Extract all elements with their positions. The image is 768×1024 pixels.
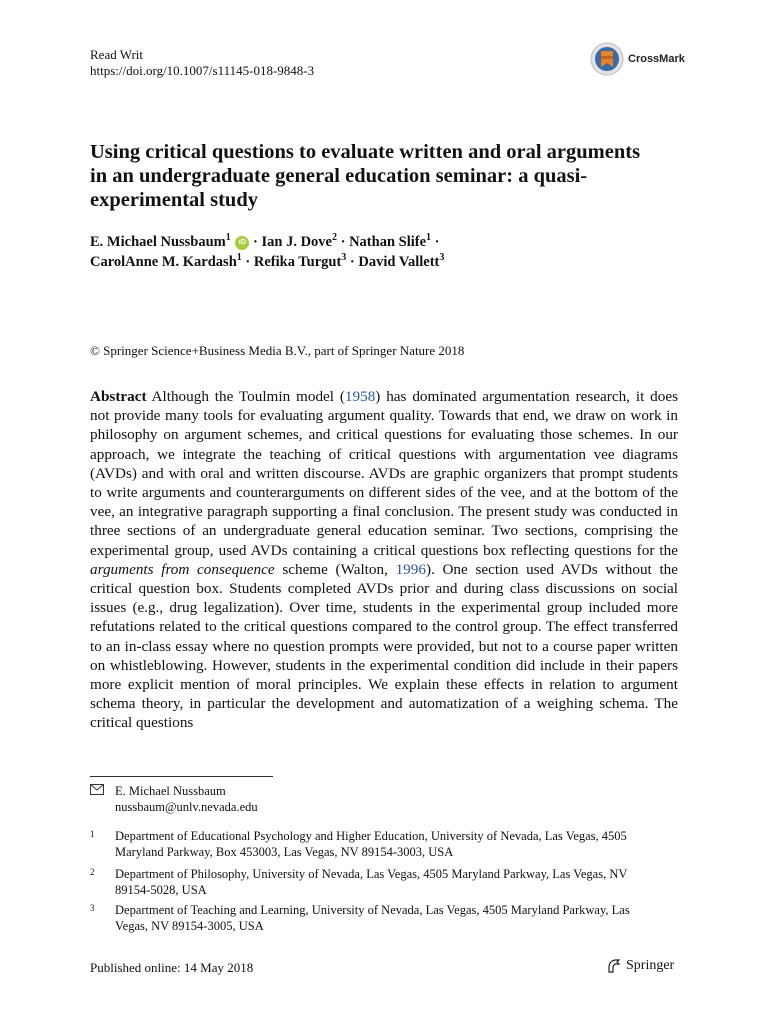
author-line-2	[90, 252, 650, 272]
author-name[interactable]: David Vallett	[358, 254, 440, 270]
affiliation-text: Department of Educational Psychology and Higher Education, University of Nevada, Las Vegas, 4505 Maryland Parkway, Box 453003, Las Vegas, NV 89154-3003, USA	[115, 829, 627, 859]
contact-name: E. Michael Nussbaum	[115, 784, 226, 798]
author-list	[90, 232, 650, 272]
crossmark-badge[interactable]	[590, 42, 685, 76]
author-separator: ·	[434, 234, 440, 250]
affiliation-text: Department of Teaching and Learning, University of Nevada, Las Vegas, 4505 Maryland Parkway, Las Vegas, NV 89154-3005, USA	[115, 903, 630, 933]
journal-name: Read Writ	[90, 47, 144, 62]
affiliation	[90, 902, 650, 934]
crossmark-icon	[590, 42, 624, 76]
abstract-text: ) has dominated argumentation research, it does not provide many tools for evaluating argument quality. Towards that end, we draw on work in philosophy on argument schemes, and critical questions for evaluating those schemes. In our approach, we integrate the teaching of critical questions with argumentation vee diagrams (AVDs) and with oral and written discourse. AVDs are graphic organizers that prompt students to write arguments and counterarguments on different sides of the vee, and at the bottom of the vee, an integrative paragraph supporting a final conclusion. The present study was conducted in three sections of an undergraduate general education seminar. Two sections, comprising the experimental group, used AVDs containing a critical questions box reflecting questions for the	[90, 388, 678, 559]
citation-link[interactable]: 1958	[344, 388, 376, 405]
author-affiliation-mark: 3	[341, 252, 347, 264]
affiliation-number: 2	[90, 867, 95, 877]
author-separator: ·	[253, 234, 258, 250]
springer-horse-icon	[606, 958, 622, 974]
author-affiliation-mark: 1	[236, 252, 242, 264]
author-name[interactable]: CarolAnne M. Kardash	[90, 254, 237, 270]
crossmark-label: CrossMark	[628, 53, 685, 65]
affiliation-text: Department of Philosophy, University of Nevada, Las Vegas, 4505 Maryland Parkway, Las Vegas, NV 89154-5028, USA	[115, 867, 628, 897]
copyright-notice: © Springer Science+Business Media B.V., part of Springer Nature 2018	[90, 343, 465, 358]
author-line-1	[90, 232, 650, 252]
abstract-text: Although the Toulmin model (	[146, 388, 345, 405]
citation-link[interactable]: 1996	[395, 560, 426, 578]
author-name[interactable]: E. Michael Nussbaum	[90, 234, 226, 250]
abstract-text: scheme (Walton,	[274, 560, 396, 578]
affiliation	[90, 866, 650, 898]
envelope-icon	[90, 783, 110, 799]
corresponding-author	[90, 783, 650, 815]
abstract-emphasis: arguments from consequence	[90, 560, 275, 578]
abstract	[90, 387, 678, 733]
author-affiliation-mark: 1	[225, 232, 231, 244]
footnote-divider	[90, 776, 273, 777]
article-title: Using critical questions to evaluate written and oral arguments in an undergraduate general education seminar: a quasi-experimental study	[90, 141, 641, 211]
author-separator: ·	[349, 254, 355, 270]
author-name[interactable]: Refika Turgut	[253, 254, 342, 270]
author-name[interactable]: Nathan Slife	[349, 234, 427, 250]
author-affiliation-mark: 1	[426, 232, 432, 244]
author-separator: ·	[340, 234, 346, 250]
author-affiliation-mark: 2	[331, 232, 337, 244]
affiliation-number: 1	[90, 829, 95, 839]
affiliation	[90, 828, 650, 860]
abstract-label: Abstract	[90, 388, 147, 405]
affiliation-number: 3	[90, 903, 95, 913]
publisher-logo[interactable]	[606, 958, 674, 974]
author-separator: ·	[245, 254, 251, 270]
doi-link[interactable]: https://doi.org/10.1007/s11145-018-9848-3	[90, 63, 315, 78]
orcid-icon[interactable]: iD	[235, 236, 249, 250]
author-affiliation-mark: 3	[439, 252, 445, 264]
author-name[interactable]: Ian J. Dove	[261, 234, 332, 250]
abstract-text: ). One section used AVDs without the critical question box. Students completed AVDs prior and during class discussions on social issues (e.g., drug legalization). Over time, students in the experimental group included more refutations related to the critical questions compared to the control group. The effect transferred to an in-class essay where no question prompts were provided, but not to a course paper written on whistleblowing. However, students in the experimental condition did include in their papers more explicit mention of moral principles. We explain these effects in relation to argument schema theory, in particular the development and automatization of a weighing schema. The critical questions	[90, 560, 678, 732]
publisher-name: Springer	[626, 958, 675, 973]
published-date: Published online: 14 May 2018	[90, 960, 254, 975]
contact-email[interactable]: nussbaum@unlv.nevada.edu	[115, 800, 258, 814]
